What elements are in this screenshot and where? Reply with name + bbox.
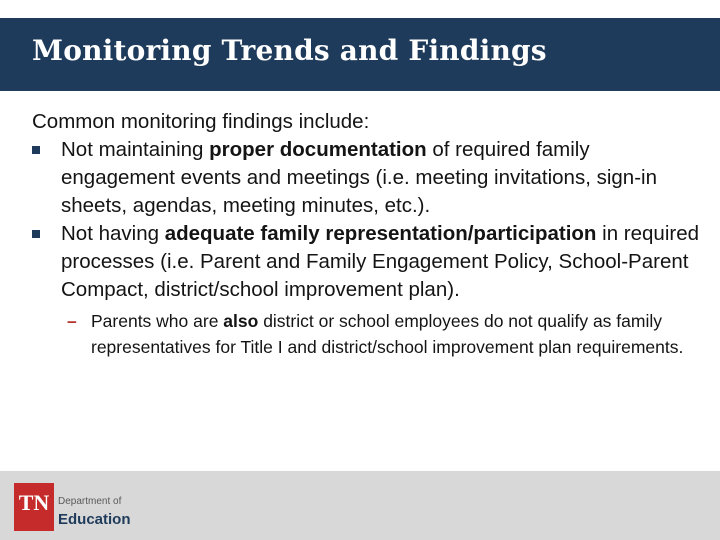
sub-bullet-list [61,308,702,360]
sub-bullet-item [63,308,702,360]
bullet-text: Not maintaining [61,138,210,161]
bullet-emphasis: proper documentation [209,138,427,161]
bullet-text: of required family engagement events and meetings (i.e. meeting invitations, sign-in sheets, agendas, meeting minutes, etc.). [61,138,657,217]
sub-bullet-emphasis: also [223,311,259,331]
logo-line1: Department of [58,496,122,507]
bullet-text: in required processes (i.e. Parent and Family Engagement Policy, School-Parent Compact, district/school improvement plan). [61,222,700,301]
bullet-emphasis: adequate family representation/participation [164,222,597,245]
logo-badge-text: TN [18,490,50,515]
sub-bullet-text: Parents who are [91,311,224,331]
bullet-item [32,136,702,220]
slide-content [32,108,702,360]
sub-bullet-text: district or school employees do not qualify as family representatives for Title I and district/school improvement plan requirements. [91,311,684,357]
bullet-text: Not having [61,222,165,245]
intro-text: Common monitoring findings include: [32,110,370,133]
square-bullet-icon [32,230,40,238]
bullet-item [32,220,702,360]
tn-department-of-education-logo [14,483,134,531]
dash-bullet-icon: – [67,311,77,331]
bullet-list [32,136,702,360]
slide-title: Monitoring Trends and Findings [32,34,547,67]
logo-line2: Education [58,511,131,528]
square-bullet-icon [32,146,40,154]
